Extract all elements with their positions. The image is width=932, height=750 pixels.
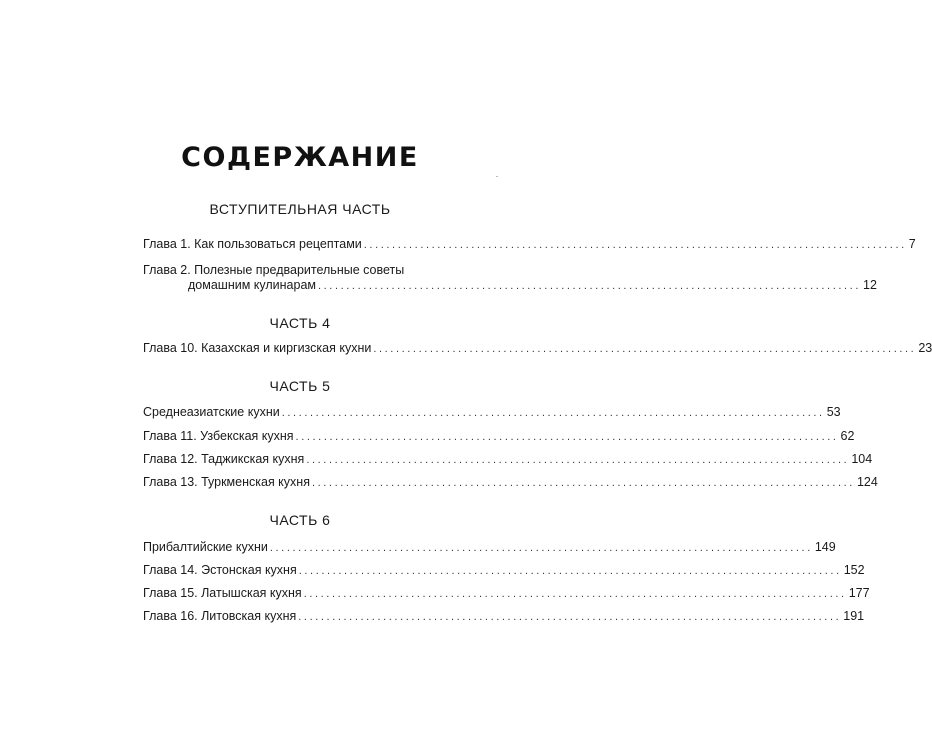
toc-entry-label: Прибалтийские кухни <box>143 540 268 554</box>
toc-entry-page: 149 <box>814 540 836 554</box>
toc-entry-page: 62 <box>840 429 855 443</box>
toc-entry-page: 191 <box>843 609 865 623</box>
toc-entry-label-line1[interactable]: Глава 2. Полезные предварительные советы <box>143 263 405 277</box>
page-title: СОДЕРЖАНИЕ <box>181 142 419 173</box>
dot-leader: ................................................................................................ <box>303 588 847 600</box>
toc-entry-label: Глава 11. Узбекская кухня <box>143 429 294 443</box>
dot-leader: ................................................................................................ <box>298 565 842 577</box>
section-heading-intro: ВСТУПИТЕЛЬНАЯ ЧАСТЬ <box>209 201 391 217</box>
dot-leader: ................................................................................................ <box>318 280 861 292</box>
dot-leader: ................................................................................................ <box>373 343 917 355</box>
section-heading-part-6: ЧАСТЬ 6 <box>269 512 331 528</box>
section-heading-part-4: ЧАСТЬ 4 <box>269 315 331 331</box>
dot-leader: ................................................................................................ <box>269 542 813 554</box>
toc-entry-page: 177 <box>848 586 870 600</box>
toc-entry-page: 152 <box>843 563 865 577</box>
toc-entry-label: Глава 1. Как пользоваться рецептами <box>143 237 362 251</box>
toc-entry[interactable] <box>143 340 932 357</box>
toc-entry[interactable] <box>143 608 865 625</box>
dot-leader: ................................................................................................ <box>306 454 850 466</box>
dot-leader: ................................................................................................ <box>295 431 839 443</box>
toc-entry-page: 7 <box>908 237 916 251</box>
toc-entry-label: Глава 10. Казахская и киргизская кухни <box>143 341 372 355</box>
toc-entry-page: 53 <box>826 405 841 419</box>
section-heading-part-5: ЧАСТЬ 5 <box>269 378 331 394</box>
toc-entry-page: 124 <box>856 475 878 489</box>
toc-entry-label: Глава 16. Литовская кухня <box>143 609 297 623</box>
toc-entry[interactable] <box>143 585 870 602</box>
toc-entry[interactable] <box>143 539 836 556</box>
toc-entry[interactable] <box>143 428 855 445</box>
toc-entry-label: Глава 15. Латышская кухня <box>143 586 302 600</box>
toc-entry[interactable] <box>188 277 877 294</box>
dot-leader: ................................................................................................ <box>363 239 907 251</box>
toc-entry[interactable] <box>143 236 916 253</box>
toc-entry-label: Глава 14. Эстонская кухня <box>143 563 297 577</box>
toc-entry-page: 23 <box>918 341 932 355</box>
toc-entry[interactable] <box>143 474 878 491</box>
toc-entry-label: Глава 13. Туркменская кухня <box>143 475 310 489</box>
toc-entry-label: Глава 12. Таджикская кухня <box>143 452 305 466</box>
toc-entry-page: 104 <box>851 452 873 466</box>
dot-leader: ................................................................................................ <box>311 477 855 489</box>
toc-entry-label-line2: домашним кулинарам <box>188 278 316 292</box>
toc-entry[interactable] <box>143 404 841 421</box>
toc-entry-page: 12 <box>863 278 877 292</box>
toc-entry-label: Среднеазиатские кухни <box>143 405 280 419</box>
print-speck <box>496 176 498 177</box>
dot-leader: ................................................................................................ <box>281 407 825 419</box>
toc-entry[interactable] <box>143 562 865 579</box>
dot-leader: ................................................................................................ <box>298 611 842 623</box>
toc-entry[interactable] <box>143 451 873 468</box>
